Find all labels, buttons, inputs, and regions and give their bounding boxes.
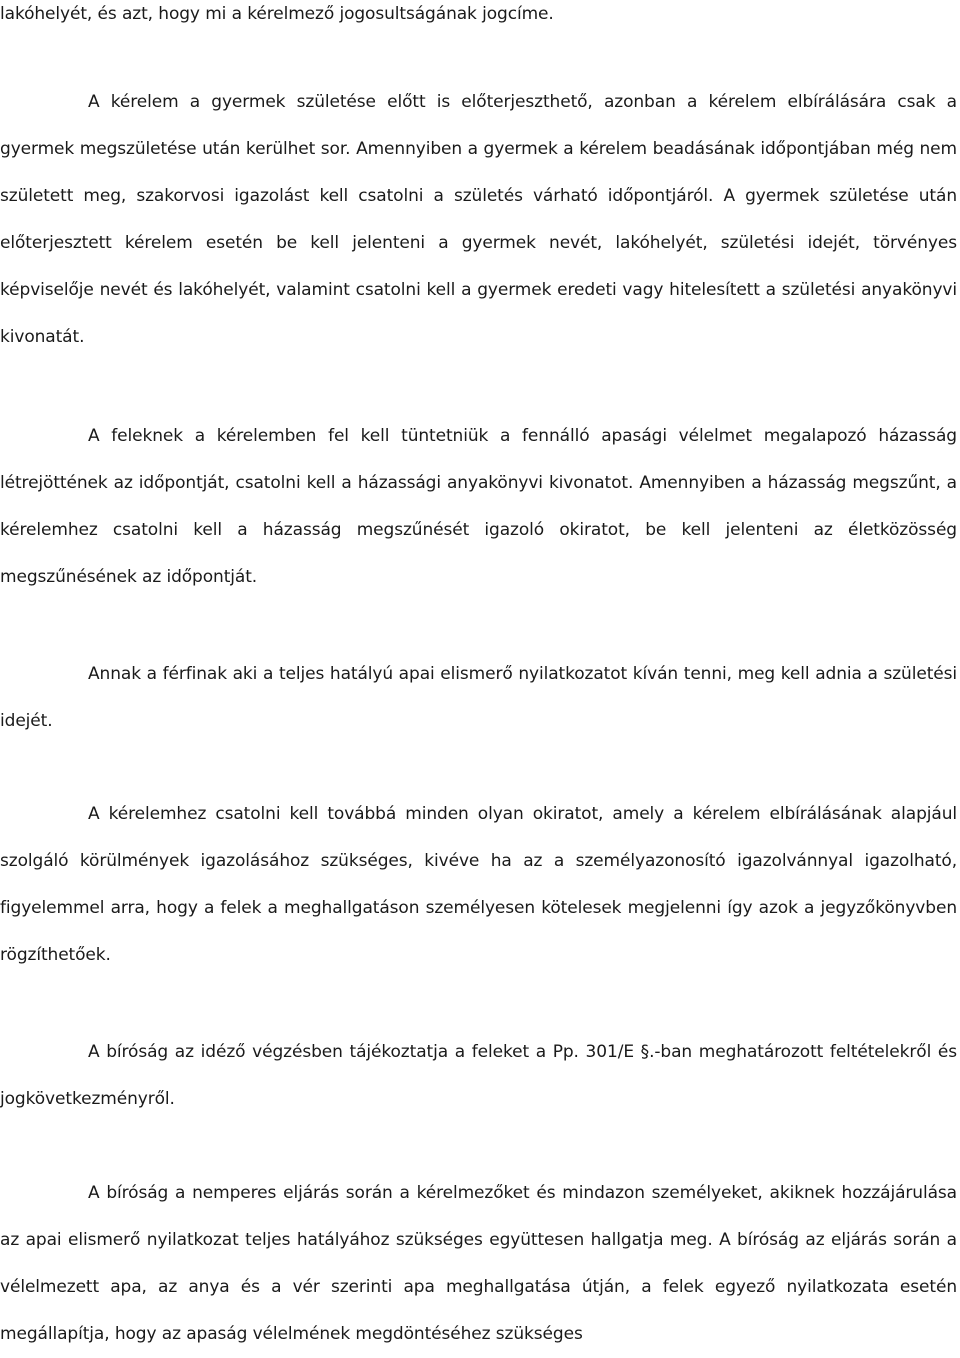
paragraph-attachments: A kérelemhez csatolni kell továbbá minden olyan okiratot, amely a kérelem elbírálásának alapjául szolgáló körülmények igazolásához szükséges, kivéve ha az a személyazonosító igazolvánnyal igazolható, figyelemmel arra, hogy a felek a meghallgatáson személyesen kötelesek megjelenni így azok a jegyzőkönyvben rögzíthetőek. [0,804,957,965]
paragraph-birth-request: A kérelem a gyermek születése előtt is előterjeszthető, azonban a kérelem elbírálására csak a gyermek megszületése után kerülhet sor. Amennyiben a gyermek a kérelem beadásának időpontjában még nem született meg, szakorvosi igazolást kell csatolni a születés várható időpontjáról. A gyermek születése után előterjesztett kérelem esetén be kell jelenteni a gyermek nevét, lakóhelyét, születési idejét, törvényes képviselője nevét és lakóhelyét, valamint csatolni kell a gyermek eredeti vagy hitelesített a születési anyakönyvi kivonatát. [0,92,957,347]
paragraph-court-notice: A bíróság az idéző végzésben tájékoztatja a feleket a Pp. 301/E §.-ban meghatározott feltételekről és jogkövetkezményről. [0,1042,957,1109]
paragraph-continuation: lakóhelyét, és azt, hogy mi a kérelmező jogosultságának jogcíme. [0,4,554,24]
paragraph-father-birthdate: Annak a férfinak aki a teljes hatályú apai elismerő nyilatkozatot kíván tenni, meg kell adnia a születési idejét. [0,664,957,731]
paragraph-court-hearing: A bíróság a nemperes eljárás során a kérelmezőket és mindazon személyeket, akiknek hozzájárulása az apai elismerő nyilatkozat teljes hatályához szükséges együttesen hallgatja meg. A bíróság az eljárás során a vélelmezett apa, az anya és a vér szerinti apa meghallgatása útján, a felek egyező nyilatkozata esetén megállapítja, hogy az apaság vélelmének megdöntéséhez szükséges [0,1183,957,1344]
paragraph-marriage-details: A feleknek a kérelemben fel kell tüntetniük a fennálló apasági vélelmet megalapozó házasság létrejöttének az időpontját, csatolni kell a házassági anyakönyvi kivonatot. Amennyiben a házasság megszűnt, a kérelemhez csatolni kell a házasság megszűnését igazoló okiratot, be kell jelenteni az életközösség megszűnésének az időpontját. [0,426,957,587]
